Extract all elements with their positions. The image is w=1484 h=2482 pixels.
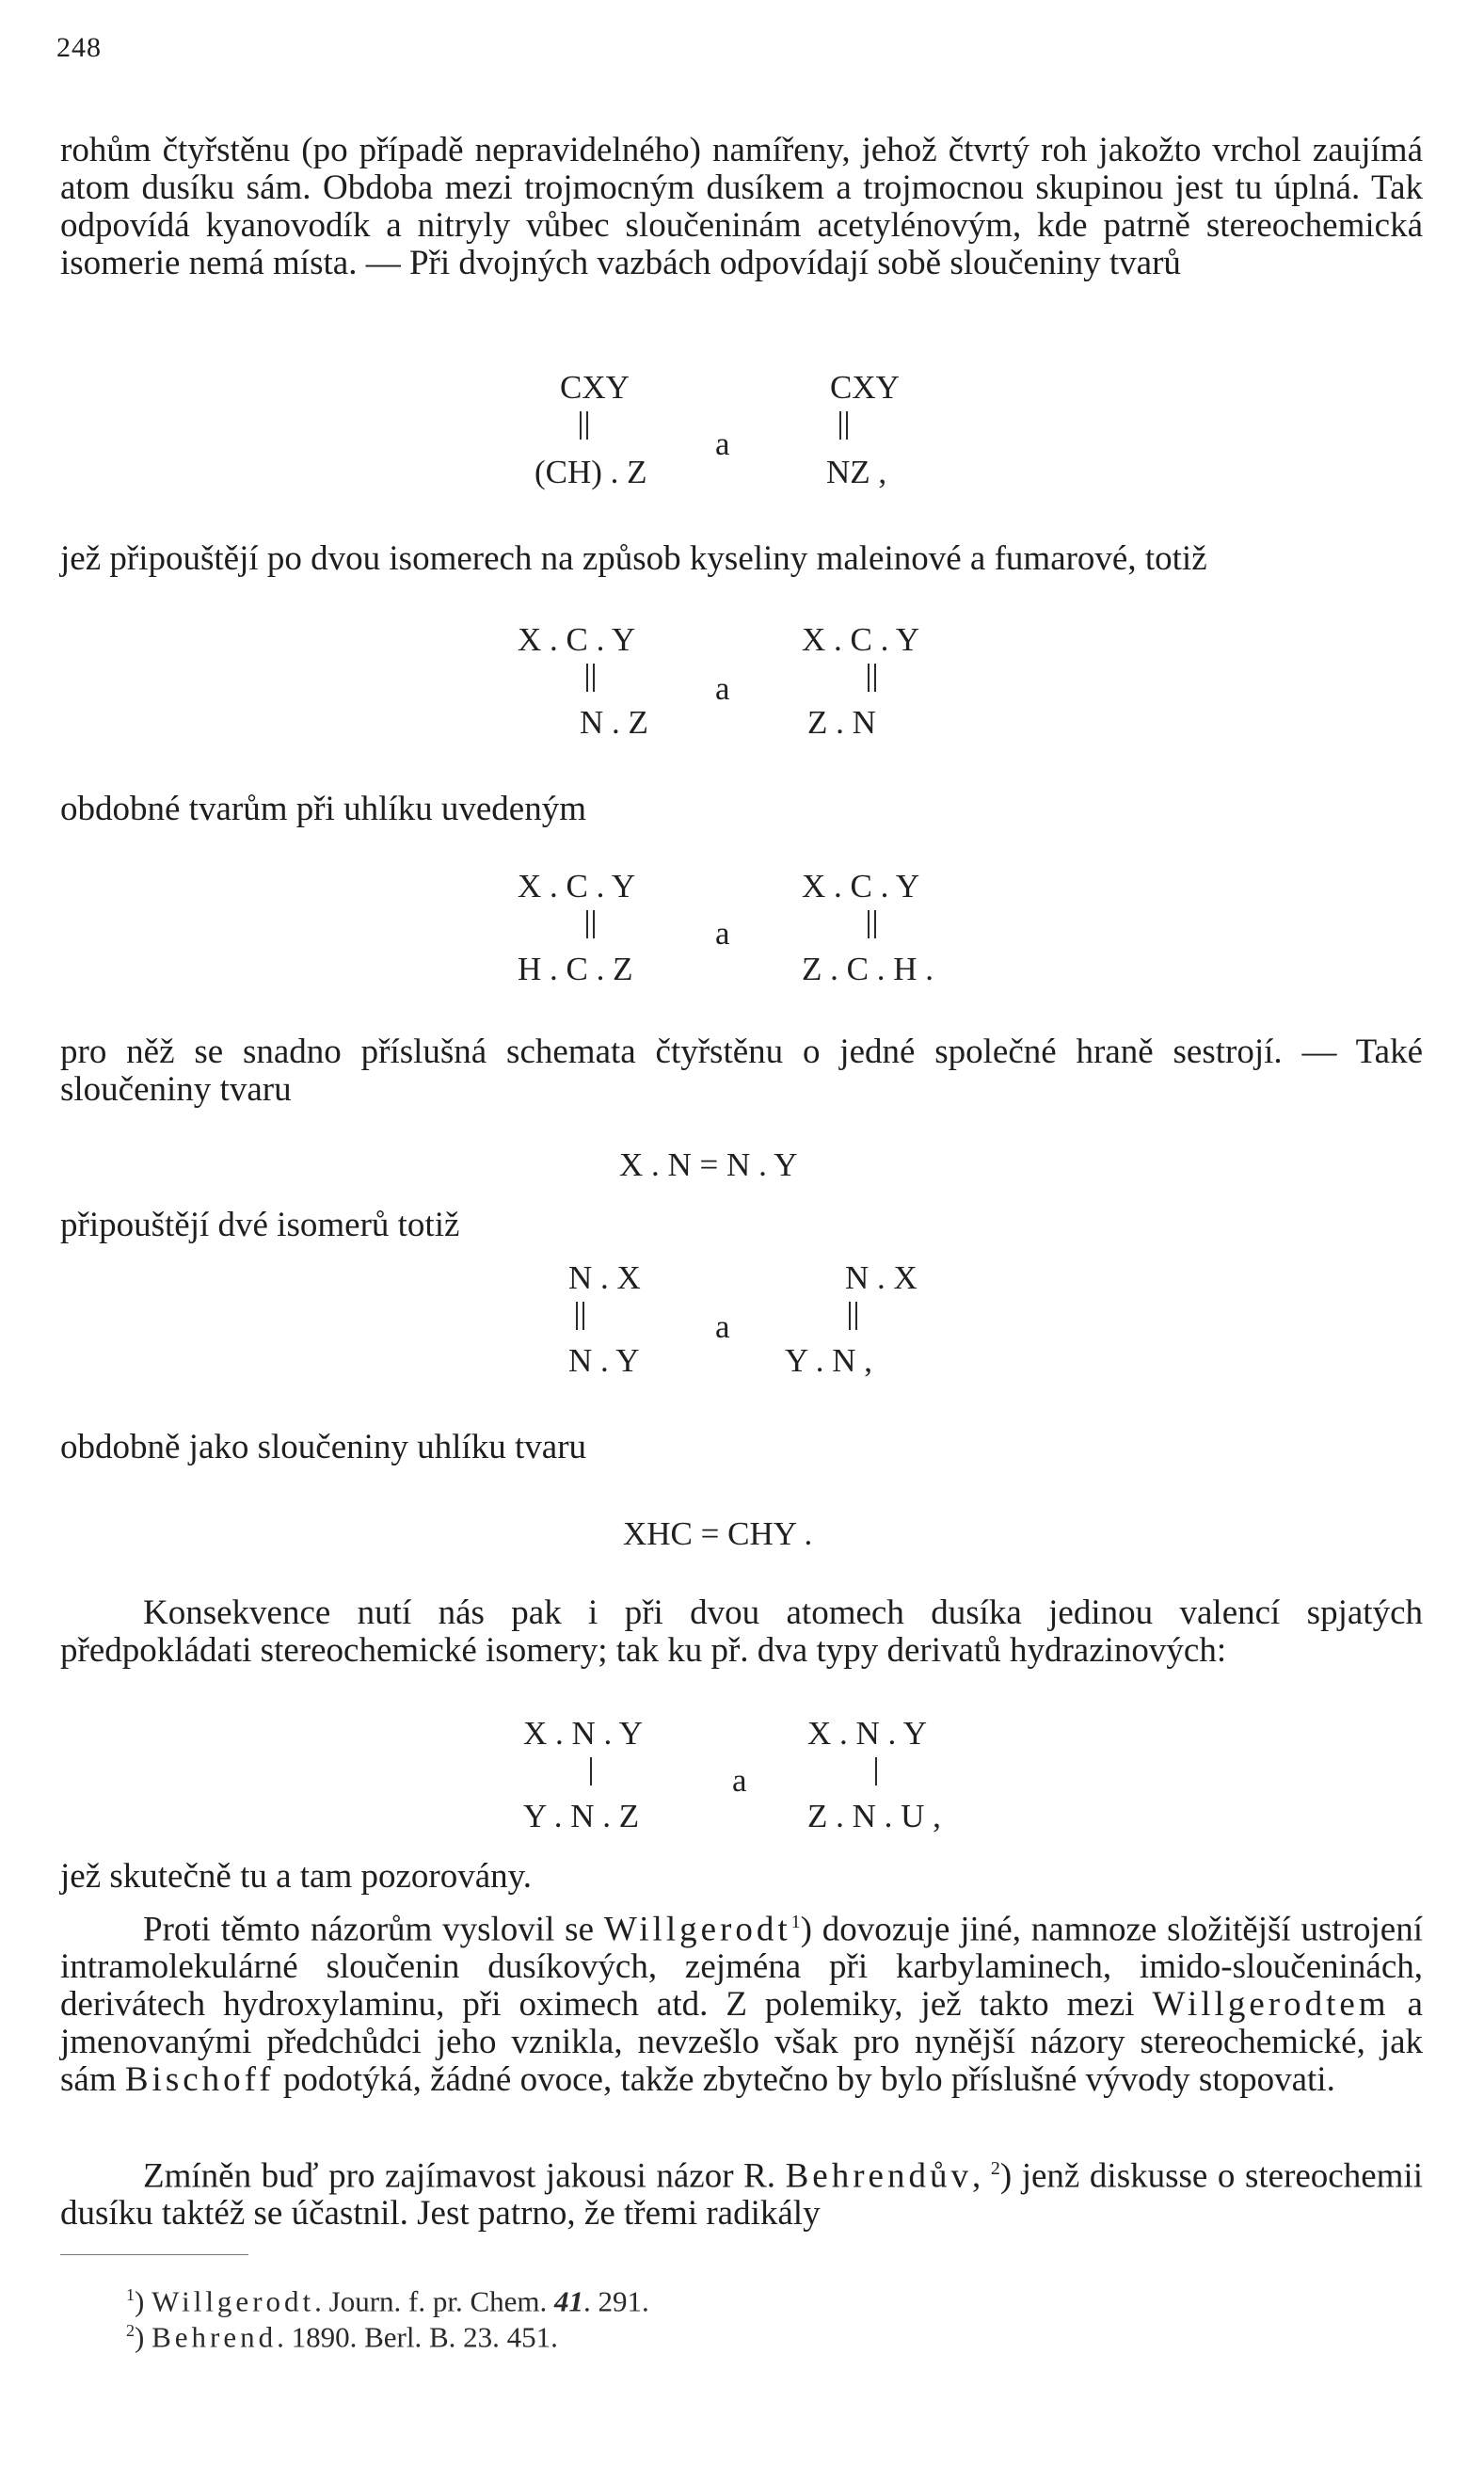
formula-5-right-double-bond	[849, 1302, 857, 1330]
formula-3-conjunction: a	[715, 915, 730, 952]
formula-7-right-single-bond	[875, 1757, 877, 1785]
formula-7-conjunction: a	[732, 1762, 747, 1799]
paragraph-1: rohům čtyřstěnu (po případě nepravidelného) namířeny, jehož čtvrtý roh jakožto vrchol zaujímá atom dusíku sám. Obdoba mezi trojmocným dusíkem a trojmocnou skupinou jest tu úplná. Tak odpovídá kyanovodík a nitryly vůbec sloučeninám acetylénovým, kde patrně stereochemická isomerie nemá místa. — Při dvojných vazbách odpovídají sobě sloučeniny tvarů	[60, 131, 1423, 282]
paragraph-9	[60, 1903, 1423, 2099]
footnote-1-volume: 41	[554, 2284, 584, 2318]
paragraph-10-text-b: ) jenž diskusse o stereochemii dusíku taktéž se účastnil. Jest patrno, že třemi radikály	[60, 2156, 1423, 2234]
formula-5-left-bottom: N . Y	[568, 1342, 640, 1379]
formula-1-conjunction: a	[715, 425, 730, 462]
formula-5-conjunction: a	[715, 1308, 730, 1345]
formula-1-right-top: CXY	[830, 369, 900, 406]
footnote-1-pages: . 291.	[583, 2284, 649, 2318]
footnote-2-mark: 2	[126, 2321, 135, 2340]
formula-3-right-bottom: Z . C . H .	[802, 951, 933, 987]
paragraph-5: připouštějí dvé isomerů totiž	[60, 1206, 460, 1244]
footnote-1-ref: . Journ. f. pr. Chem.	[314, 2284, 555, 2318]
paragraph-2: jež připouštějí po dvou isomerech na způsob kyseliny maleinové a fumarové, totiž	[60, 539, 1207, 578]
author-willgerodt: Willgerodt	[603, 1910, 791, 1949]
formula-2-left-bottom: N . Z	[580, 704, 648, 741]
formula-1-left-bottom: (CH) . Z	[535, 454, 647, 490]
author-bischoff: Bischoff	[124, 2060, 275, 2100]
formula-5-right-top: N . X	[845, 1259, 918, 1296]
paragraph-9-text-c: a jmenovanými předchůdci jeho vznikla, nevzešlo však pro nynější názory stereochemické, jak sám	[60, 1985, 1423, 2100]
formula-5-left-double-bond	[576, 1302, 584, 1330]
formula-7-left-top: X . N . Y	[523, 1715, 644, 1752]
formula-5-right-bottom: Y . N ,	[785, 1342, 873, 1379]
footnote-ref-2: 2	[990, 2158, 1000, 2179]
paragraph-10	[60, 2150, 1423, 2233]
formula-2-right-top: X . C . Y	[802, 621, 920, 658]
footnote-2-author: Behrend	[152, 2320, 278, 2354]
formula-5-left-top: N . X	[568, 1259, 641, 1296]
paragraph-3: obdobné tvarům při uhlíku uvedeným	[60, 790, 587, 828]
formula-3-left-bottom: H . C . Z	[518, 951, 633, 987]
formula-7-right-top: X . N . Y	[807, 1715, 928, 1752]
footnote-divider	[60, 2254, 248, 2255]
formula-3-left-double-bond	[586, 910, 595, 938]
formula-2-right-bottom: Z . N	[807, 704, 876, 741]
paragraph-9-text-d: podotýká, žádné ovoce, takže zbytečno by bylo příslušné vývody stopovati.	[274, 2060, 1335, 2100]
formula-3-right-double-bond	[868, 910, 876, 938]
formula-3-left-top: X . C . Y	[518, 868, 636, 905]
footnote-1: $^1$) Willgerodt. Journ. f. pr. Chem. 41. 291.	[126, 2284, 649, 2318]
paragraph-7: Konsekvence nutí nás pak i při dvou atomech dusíka jedinou valencí spjatých předpokládati stereochemické isomery; tak ku př. dva typy derivatů hydrazinových:	[60, 1593, 1423, 1670]
formula-2-left-top: X . C . Y	[518, 621, 636, 658]
paragraph-9-text-b: ) dovozuje jiné, namnoze složitější ustrojení intramolekulárné sloučenin dusíkových, zejména při karbylaminech, imido-sloučeninách, derivátech hydroxylaminu, při oximech atd. Z polemiky, jež takto mezi	[60, 1910, 1423, 2025]
formula-4: X . N = N . Y	[619, 1146, 798, 1183]
formula-2-conjunction: a	[715, 670, 730, 707]
formula-3-right-top: X . C . Y	[802, 868, 920, 905]
footnote-2: $^2$) Behrend. 1890. Berl. B. 23. 451.	[126, 2320, 558, 2354]
formula-2-left-double-bond	[586, 664, 595, 692]
paragraph-10-punct: ,	[971, 2156, 991, 2196]
author-behrend: Behrendův	[785, 2156, 972, 2196]
footnote-ref-1: 1	[790, 1912, 801, 1932]
paragraph-10-text-a: Zmíněn buď pro zajímavost jakousi názor R.	[143, 2156, 786, 2196]
page-number: 248	[56, 32, 102, 63]
paragraph-6: obdobně jako sloučeniny uhlíku tvaru	[60, 1428, 587, 1466]
author-willgerodtem: Willgerodtem	[1152, 1985, 1390, 2025]
paragraph-4: pro něž se snadno příslušná schemata čtyřstěnu o jedné společné hraně sestrojí. — Také sloučeniny tvaru	[60, 1033, 1423, 1109]
formula-1-left-top: CXY	[560, 369, 630, 406]
formula-7-left-single-bond	[590, 1757, 592, 1785]
footnote-2-ref: . 1890. Berl. B. 23. 451.	[277, 2320, 558, 2354]
paragraph-8: jež skutečně tu a tam pozorovány.	[60, 1857, 533, 1896]
formula-7-right-bottom: Z . N . U ,	[807, 1798, 941, 1834]
formula-6: XHC = CHY .	[623, 1515, 813, 1552]
footnote-1-author: Willgerodt	[152, 2284, 315, 2318]
paragraph-9-text-a: Proti těmto názorům vyslovil se	[143, 1910, 604, 1949]
formula-1-right-double-bond	[839, 411, 848, 440]
formula-2-right-double-bond	[868, 664, 876, 692]
footnote-1-mark: 1	[126, 2285, 135, 2304]
formula-7-left-bottom: Y . N . Z	[523, 1798, 640, 1834]
formula-1-left-double-bond	[580, 411, 588, 440]
formula-1-right-bottom: NZ ,	[826, 454, 887, 490]
